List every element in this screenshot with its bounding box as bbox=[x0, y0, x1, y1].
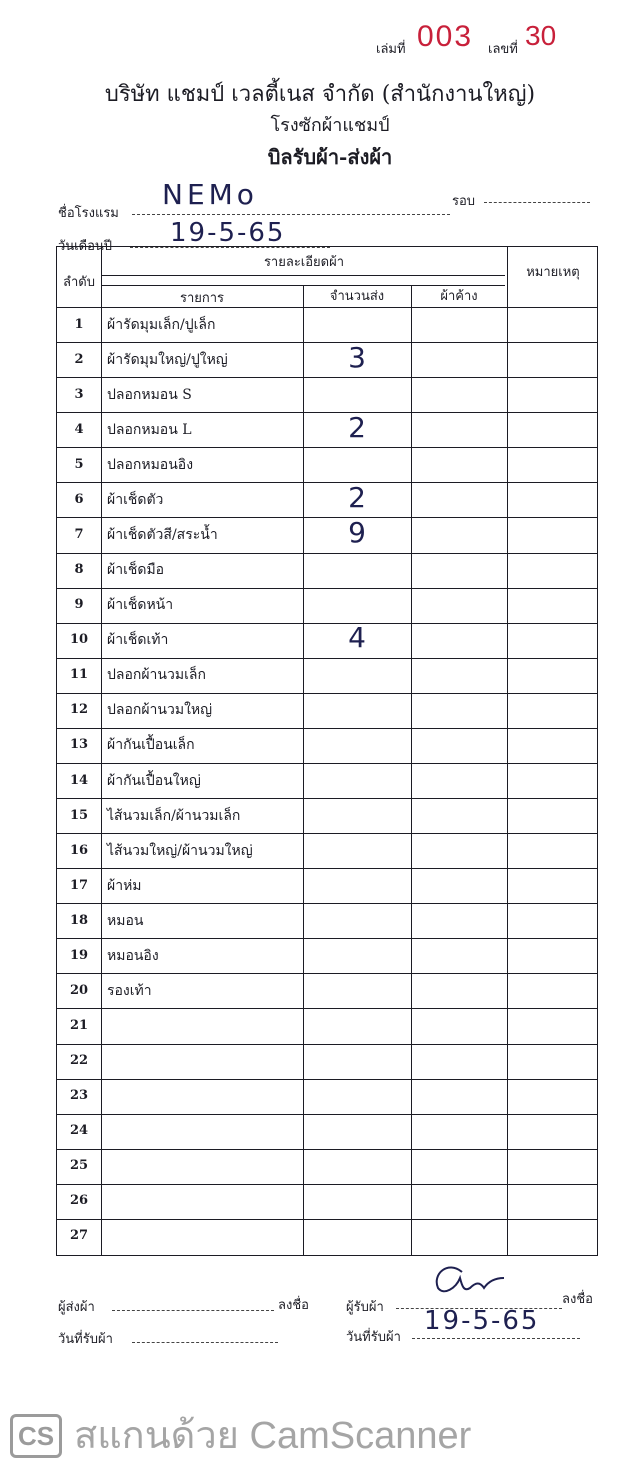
row-number: 12 bbox=[69, 702, 89, 718]
row-item: ผ้าเช็ดมือ bbox=[107, 562, 165, 579]
receive-date-label: วันที่รับผ้า bbox=[58, 1332, 113, 1347]
row-number: 15 bbox=[69, 807, 89, 823]
row-qty[interactable]: 3 bbox=[348, 340, 366, 374]
receive-date-line bbox=[132, 1342, 278, 1343]
row-number: 5 bbox=[74, 456, 84, 472]
row-item: ปลอกหมอน S bbox=[107, 386, 192, 403]
row-number: 20 bbox=[69, 982, 89, 998]
row-number: 1 bbox=[74, 316, 84, 332]
book-number: 003 bbox=[417, 20, 474, 53]
row-divider bbox=[57, 903, 597, 904]
row-number: 21 bbox=[69, 1018, 89, 1034]
row-item: ผ้าห่ม bbox=[107, 877, 142, 894]
bill-type: บิลรับผ้า-ส่งผ้า bbox=[267, 145, 393, 169]
row-number: 19 bbox=[69, 947, 89, 963]
row-number: 7 bbox=[74, 526, 84, 542]
receiver-date-label: วันที่รับผ้า bbox=[346, 1330, 401, 1345]
row-number: 11 bbox=[69, 667, 89, 683]
row-item: ผ้ากันเปื้อนเล็ก bbox=[107, 737, 195, 754]
row-number: 18 bbox=[69, 912, 89, 928]
camscanner-watermark bbox=[10, 1412, 640, 1462]
row-divider bbox=[57, 1219, 597, 1220]
row-number: 10 bbox=[69, 632, 89, 648]
number-label: เลขที่ bbox=[488, 42, 518, 57]
row-divider bbox=[57, 553, 597, 554]
sender-line bbox=[112, 1310, 274, 1311]
row-number: 3 bbox=[74, 386, 84, 402]
row-item: ไส้นวมเล็ก/ผ้านวมเล็ก bbox=[107, 807, 241, 824]
row-divider bbox=[57, 1184, 597, 1185]
row-qty[interactable]: 2 bbox=[348, 480, 366, 514]
row-number: 2 bbox=[74, 351, 84, 367]
row-number: 9 bbox=[74, 597, 84, 613]
receiver-label: ผู้รับผ้า bbox=[346, 1300, 384, 1315]
number-value: 30 bbox=[525, 20, 557, 51]
row-number: 13 bbox=[69, 737, 89, 753]
row-number: 24 bbox=[69, 1123, 89, 1139]
row-item: ผ้าเช็ดตัวสี/สระน้ำ bbox=[107, 526, 218, 543]
row-item: ผ้ารัดมุมใหญ่/ปูใหญ่ bbox=[107, 351, 228, 368]
row-divider bbox=[57, 938, 597, 939]
row-divider bbox=[57, 693, 597, 694]
hotel-value[interactable]: NEMo bbox=[162, 178, 258, 211]
row-item: หมอน bbox=[107, 912, 144, 929]
row-qty[interactable]: 2 bbox=[348, 410, 366, 444]
row-qty[interactable]: 9 bbox=[348, 515, 366, 549]
row-divider bbox=[57, 1149, 597, 1150]
row-divider bbox=[57, 1114, 597, 1115]
receiver-sign-label: ลงชื่อ bbox=[562, 1292, 593, 1307]
row-divider bbox=[57, 1008, 597, 1009]
row-divider bbox=[57, 447, 597, 448]
row-divider bbox=[57, 973, 597, 974]
row-number: 6 bbox=[74, 491, 84, 507]
row-number: 25 bbox=[69, 1158, 89, 1174]
col-no-header: ลำดับ bbox=[63, 275, 95, 290]
row-number: 4 bbox=[74, 421, 84, 437]
col-item-header: รายการ bbox=[179, 291, 225, 306]
hotel-label: ชื่อโรงแรม bbox=[58, 206, 119, 221]
row-divider bbox=[57, 728, 597, 729]
sender-sign-label: ลงชื่อ bbox=[278, 1298, 309, 1313]
receiver-signature bbox=[428, 1258, 508, 1298]
laundry-table bbox=[56, 246, 598, 1256]
row-divider bbox=[57, 307, 597, 308]
row-divider bbox=[57, 833, 597, 834]
row-item: ผ้าเช็ดเท้า bbox=[107, 632, 169, 649]
sender-label: ผู้ส่งผ้า bbox=[58, 1300, 95, 1315]
row-item: รองเท้า bbox=[107, 982, 152, 999]
row-item: หมอนอิง bbox=[107, 947, 159, 964]
row-number: 22 bbox=[69, 1053, 89, 1069]
round-line bbox=[484, 202, 590, 203]
row-divider bbox=[57, 1079, 597, 1080]
receiver-date-value[interactable]: 19-5-65 bbox=[424, 1306, 540, 1336]
round-label: รอบ bbox=[452, 194, 476, 209]
row-item: ผ้ารัดมุมเล็ก/ปูเล็ก bbox=[107, 316, 216, 333]
row-number: 27 bbox=[69, 1228, 89, 1244]
row-divider bbox=[57, 763, 597, 764]
date-value[interactable]: 19-5-65 bbox=[170, 218, 286, 248]
row-item: ปลอกผ้านวมเล็ก bbox=[107, 667, 206, 684]
row-divider bbox=[57, 868, 597, 869]
camscanner-text: สแกนด้วย CamScanner bbox=[74, 1415, 472, 1457]
row-item: ผ้าเช็ดตัว bbox=[107, 491, 164, 508]
camscanner-logo-icon: CS bbox=[10, 1414, 62, 1458]
row-number: 23 bbox=[69, 1088, 89, 1104]
row-divider bbox=[57, 377, 597, 378]
row-item: ผ้าเช็ดหน้า bbox=[107, 597, 174, 614]
row-item: ปลอกหมอนอิง bbox=[107, 456, 194, 473]
row-number: 16 bbox=[69, 842, 89, 858]
row-item: ผ้ากันเปื้อนใหญ่ bbox=[107, 772, 201, 789]
col-qty-header: จำนวนส่ง bbox=[329, 289, 385, 304]
row-item: ปลอกหมอน L bbox=[107, 421, 192, 438]
receiver-date-line bbox=[412, 1338, 580, 1339]
plant-name: โรงซักผ้าแชมป์ bbox=[270, 115, 390, 136]
col-detail-header: รายละเอียดผ้า bbox=[263, 255, 345, 270]
book-label: เล่มที่ bbox=[376, 42, 406, 57]
hotel-line bbox=[132, 214, 450, 215]
company-name: บริษัท แชมป์ เวลตี้เนส จำกัด (สำนักงานใหญ่) bbox=[104, 82, 536, 107]
row-divider bbox=[57, 1044, 597, 1045]
col-remark-header: หมายเหตุ bbox=[526, 265, 580, 280]
row-number: 26 bbox=[69, 1193, 89, 1209]
row-number: 17 bbox=[69, 877, 89, 893]
row-divider bbox=[57, 798, 597, 799]
row-number: 14 bbox=[69, 772, 89, 788]
row-qty[interactable]: 4 bbox=[348, 621, 366, 655]
row-number: 8 bbox=[74, 562, 84, 578]
row-item: ไส้นวมใหญ่/ผ้านวมใหญ่ bbox=[107, 842, 253, 859]
row-divider bbox=[57, 658, 597, 659]
date-label: วันเดือนปี bbox=[58, 239, 113, 254]
row-item: ปลอกผ้านวมใหญ่ bbox=[107, 702, 213, 719]
col-pending-header: ผ้าค้าง bbox=[440, 289, 478, 304]
row-divider bbox=[57, 588, 597, 589]
